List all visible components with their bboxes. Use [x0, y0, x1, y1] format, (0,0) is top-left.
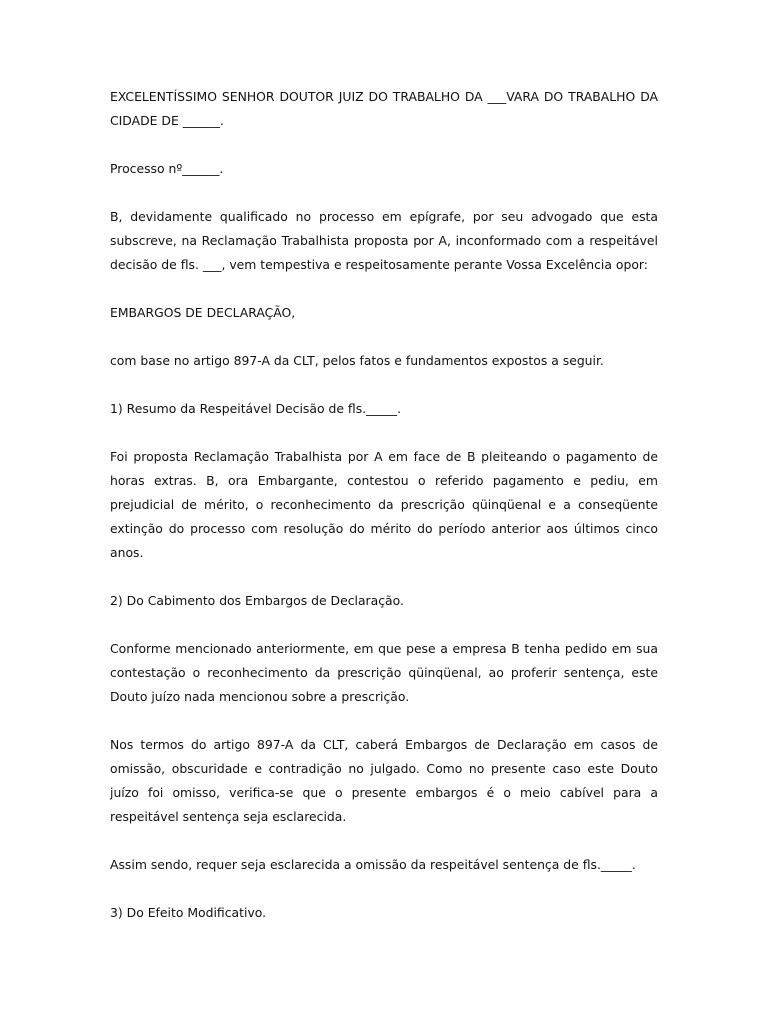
motion-title: EMBARGOS DE DECLARAÇÃO,	[110, 305, 296, 320]
section2-heading: 2) Do Cabimento dos Embargos de Declaração.	[110, 593, 404, 608]
section1-heading: 1) Resumo da Respeitável Decisão de fls._____.	[110, 401, 402, 416]
addressee-paragraph: EXCELENTÍSSIMO SENHOR DOUTOR JUIZ DO TRABALHO DA ___VARA DO TRABALHO DA CIDADE DE ______.	[110, 89, 658, 128]
process-number: Processo nº______.	[110, 161, 224, 176]
basis-paragraph: com base no artigo 897-A da CLT, pelos fatos e fundamentos expostos a seguir.	[110, 353, 604, 368]
section1-text: Foi proposta Reclamação Trabalhista por A em face de B pleiteando o pagamento de horas extras. B, ora Embargante, contestou o referido pagamento e pediu, em prejudicial de mérito, o reconhecimento da prescrição qüinqüenal e a conseqüente extinção do processo com resolução do mérito do período anterior aos últimos cinco anos.	[110, 449, 658, 560]
section3-heading: 3) Do Efeito Modificativo.	[110, 905, 267, 920]
section2-text-3: Assim sendo, requer seja esclarecida a omissão da respeitável sentença de fls._____.	[110, 857, 636, 872]
section2-text-2: Nos termos do artigo 897-A da CLT, caberá Embargos de Declaração em casos de omissão, obscuridade e contradição no julgado. Como no presente caso este Douto juízo foi omisso, verifica-se que o presente embargos é o meio cabível para a respeitável sentença seja esclarecida.	[110, 737, 658, 824]
section2-text-1: Conforme mencionado anteriormente, em que pese a empresa B tenha pedido em sua contestação o reconhecimento da prescrição qüinqüenal, ao proferir sentença, este Douto juízo nada mencionou sobre a prescrição.	[110, 641, 658, 704]
intro-paragraph: B, devidamente qualificado no processo em epígrafe, por seu advogado que esta subscreve, na Reclamação Trabalhista proposta por A, inconformado com a respeitável decisão de fls. ___, vem tempestiva e respeitosamente perante Vossa Excelência opor:	[110, 209, 658, 272]
